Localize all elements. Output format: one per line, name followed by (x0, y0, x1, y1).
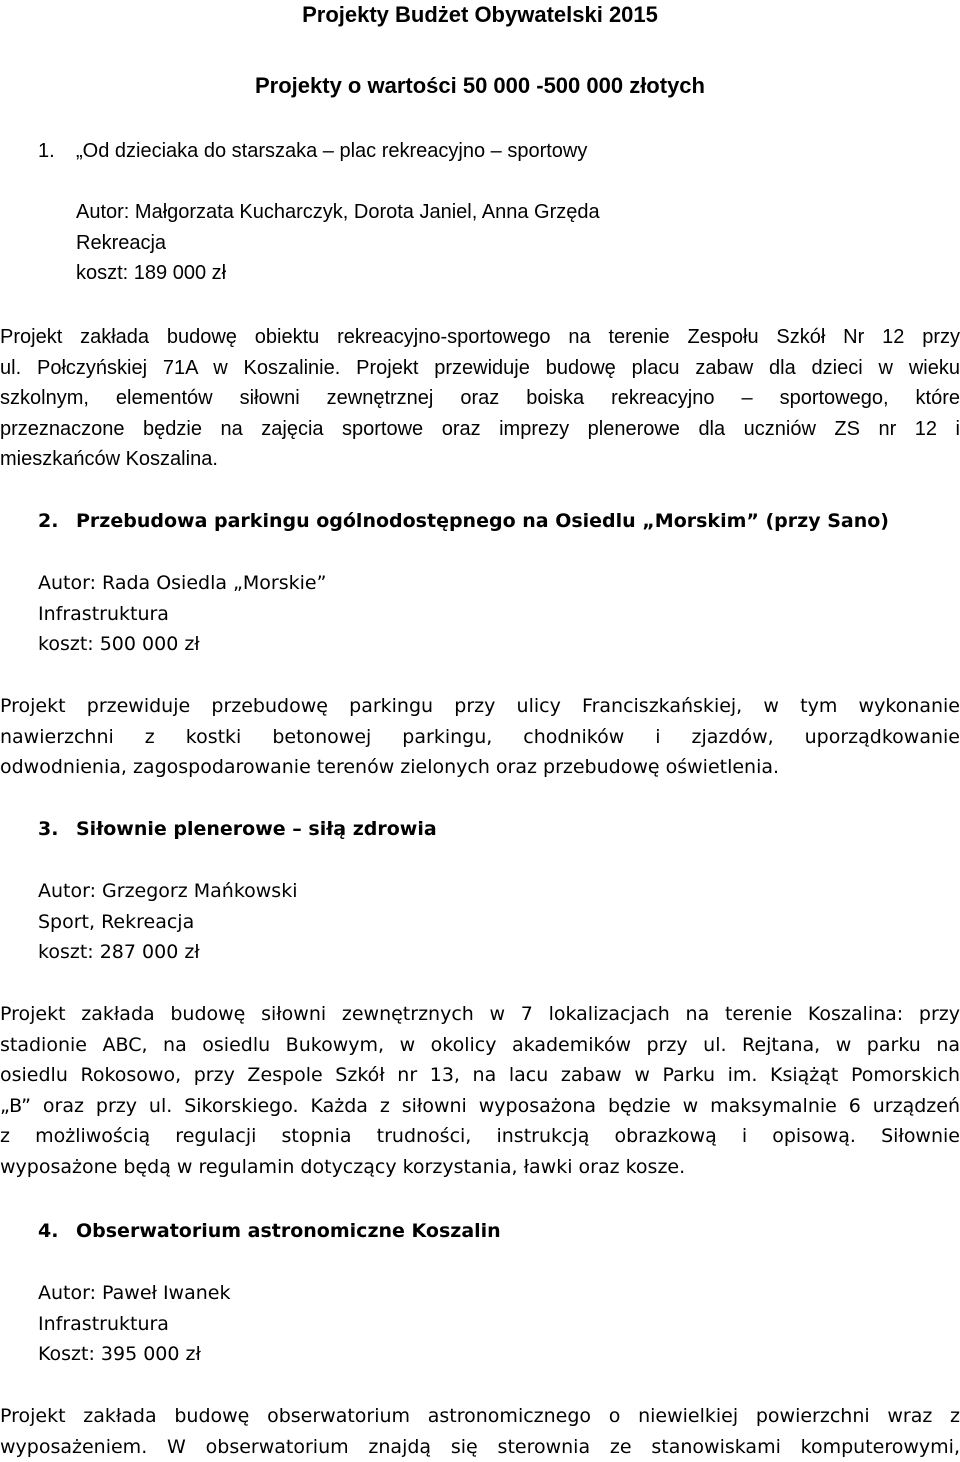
project-1-meta (76, 197, 600, 289)
description-line: mieszkańców Koszalina. (0, 448, 218, 471)
project-3-category: Sport, Rekreacja (38, 910, 195, 933)
description-line: Projekt przewiduje przebudowę parkingu przy ulicy Franciszkańskiej, w tym wykonanie (0, 695, 960, 717)
project-4-number: 4. (38, 1220, 59, 1242)
project-1-author: Autor: Małgorzata Kucharczyk, Dorota Janiel, Anna Grzęda (76, 201, 600, 223)
description-line: odwodnienia, zagospodarowanie terenów zielonych oraz przebudowę oświetlenia. (0, 756, 780, 779)
document-title: Projekty Budżet Obywatelski 2015 (302, 2, 658, 27)
project-3-title: Siłownie plenerowe – siłą zdrowia (76, 818, 437, 840)
project-3-meta (38, 876, 298, 968)
project-2-category: Infrastruktura (38, 602, 169, 625)
project-1-description (0, 322, 960, 475)
description-line: nawierzchni z kostki betonowej parkingu, chodników i zjazdów, uporządkowanie (0, 725, 960, 748)
description-line: „B” oraz przy ul. Sikorskiego. Każda z siłowni wyposażona będzie w maksymalnie 6 urządzeń (0, 1094, 960, 1117)
description-line: Projekt zakłada budowę obiektu rekreacyjno-sportowego na terenie Zespołu Szkół Nr 12 przy (0, 326, 960, 348)
description-line: szkolnym, elementów siłowni zewnętrznej oraz boiska rekreacyjno – sportowego, które (0, 387, 960, 410)
project-1-cost: koszt: 189 000 zł (76, 262, 227, 285)
project-1-category: Rekreacja (76, 231, 167, 254)
project-3-number: 3. (38, 818, 59, 840)
project-3-description (0, 999, 960, 1183)
project-2-cost: koszt: 500 000 zł (38, 633, 200, 656)
project-2-title: Przebudowa parkingu ogólnodostępnego na Osiedlu „Morskim” (przy Sano) (76, 510, 889, 532)
description-line: wyposażone będą w regulamin dotyczący korzystania, ławki oraz kosze. (0, 1155, 686, 1178)
project-2-number: 2. (38, 510, 59, 532)
project-4-description (0, 1401, 960, 1462)
project-2-author: Autor: Rada Osiedla „Morskie” (38, 572, 327, 594)
description-line: przeznaczone będzie na zajęcia sportowe oraz imprezy plenerowe dla uczniów ZS nr 12 i (0, 417, 960, 440)
document-subtitle: Projekty o wartości 50 000 -500 000 złotych (254, 73, 705, 98)
description-line: z możliwością regulacji stopnia trudności, instrukcją obrazkową i opisową. Siłownie (0, 1125, 960, 1148)
project-2-description (0, 691, 960, 783)
project-3-cost: koszt: 287 000 zł (38, 941, 200, 964)
project-4-cost: Koszt: 395 000 zł (38, 1343, 201, 1366)
project-1-title: „Od dzieciaka do starszaka – plac rekreacyjno – sportowy (76, 140, 588, 162)
project-3-author: Autor: Grzegorz Mańkowski (38, 880, 298, 902)
project-1-number: 1. (38, 140, 55, 162)
description-line: ul. Połczyńskiej 71A w Koszalinie. Projekt przewiduje budowę placu zabaw dla dzieci w wieku (0, 356, 960, 379)
project-4-title: Obserwatorium astronomiczne Koszalin (76, 1220, 501, 1242)
description-line: stadionie ABC, na osiedlu Bukowym, w okolicy akademików przy ul. Rejtana, w parku na (0, 1033, 960, 1056)
description-line: osiedlu Rokosowo, przy Zespole Szkół nr 13, na lacu zabaw w Parku im. Książąt Pomorskich (0, 1064, 960, 1087)
description-line: wyposażeniem. W obserwatorium znajdą się sterownia ze stanowiskami komputerowymi, (0, 1435, 960, 1458)
project-4-author: Autor: Paweł Iwanek (38, 1282, 231, 1304)
description-line: Projekt zakłada budowę siłowni zewnętrznych w 7 lokalizacjach na terenie Koszalina: przy (0, 1003, 960, 1025)
description-line: Projekt zakłada budowę obserwatorium astronomicznego o niewielkiej powierzchni wraz z (0, 1405, 960, 1427)
project-4-category: Infrastruktura (38, 1312, 169, 1335)
project-4-meta (38, 1278, 230, 1370)
project-2-meta (38, 568, 326, 660)
